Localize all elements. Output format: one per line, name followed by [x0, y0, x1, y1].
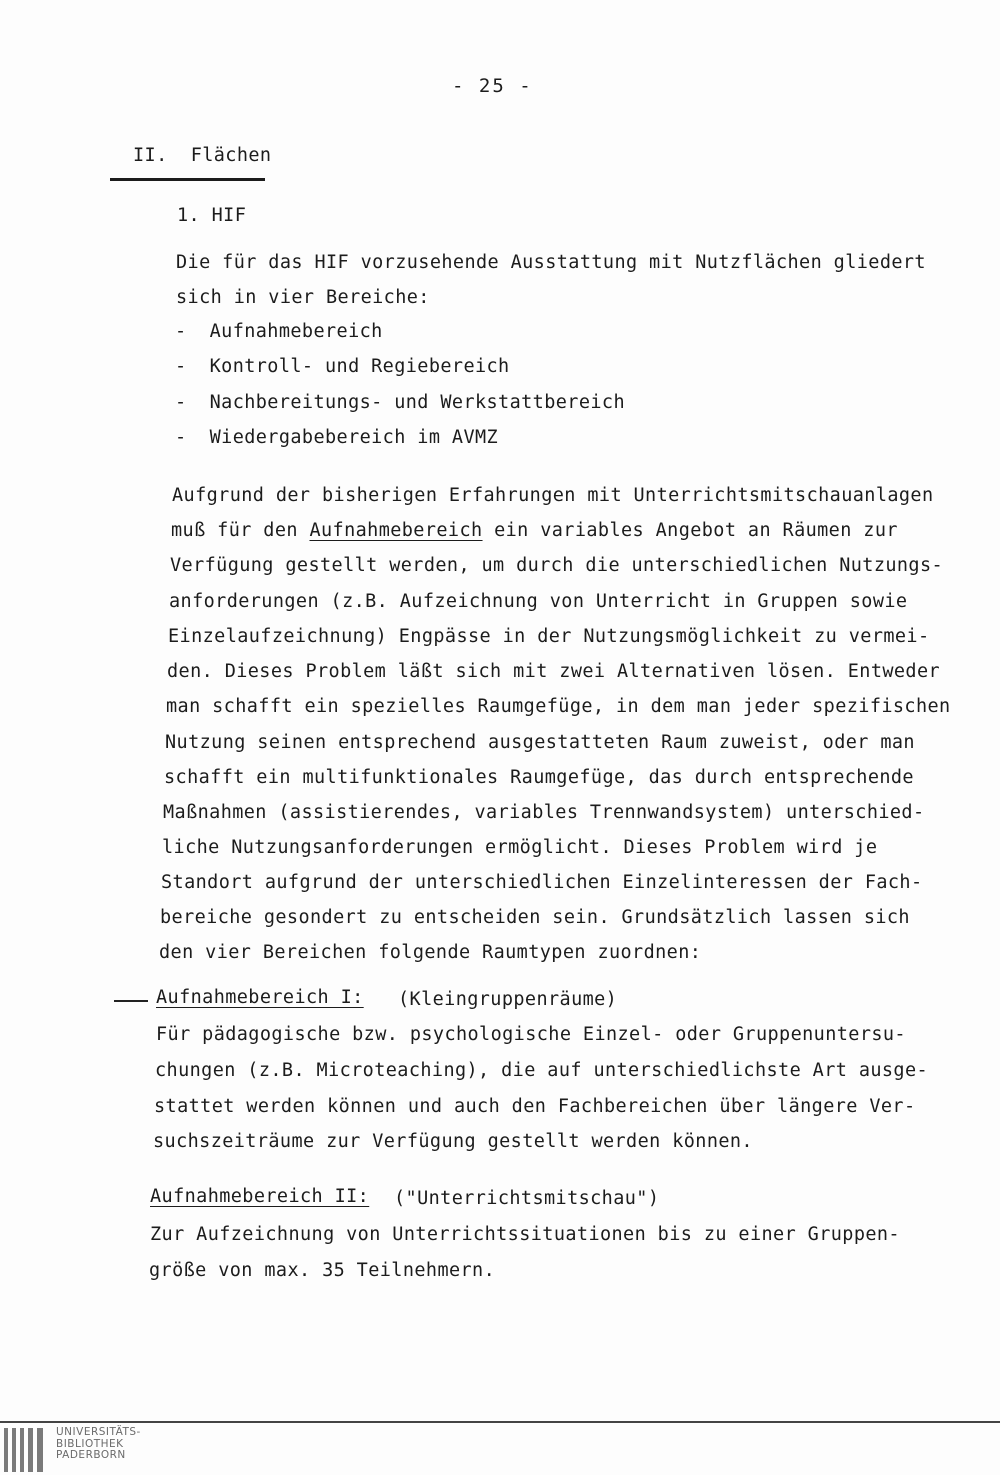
paragraph-line: bereiche gesondert zu entscheiden sein. Grundsätzlich lassen sich: [160, 907, 910, 928]
intro-line: Die für das HIF vorzusehende Ausstattung mit Nutzflächen gliedert: [176, 252, 926, 273]
paragraph-line: liche Nutzungsanforderungen ermöglicht. Dieses Problem wird je: [162, 837, 878, 858]
logo-line: BIBLIOTHEK: [56, 1437, 124, 1450]
library-logo: [0, 1426, 150, 1475]
area-subtitle: ("Unterrichtsmitschau"): [394, 1188, 660, 1209]
paragraph-line: schafft ein multifunktionales Raumgefüge, das durch entsprechende: [164, 767, 914, 788]
paragraph-line: Einzelaufzeichnung) Engpässe in der Nutzungsmöglichkeit zu vermei-: [168, 626, 930, 647]
paragraph-line: den. Dieses Problem läßt sich mit zwei Alternativen lösen. Entweder: [167, 661, 941, 682]
area-line: suchszeiträume zur Verfügung gestellt werden können.: [153, 1131, 753, 1152]
paragraph-text: muß für den: [171, 520, 310, 541]
intro-line: sich in vier Bereiche:: [176, 287, 430, 308]
paragraph-line: [171, 522, 898, 541]
library-logo-icon: [4, 1428, 46, 1472]
list-item: - Kontroll- und Regiebereich: [175, 356, 510, 377]
list-item: - Wiedergabebereich im AVMZ: [175, 427, 499, 448]
list-item: - Nachbereitungs- und Werkstattbereich: [175, 392, 625, 413]
list-item: - Aufnahmebereich: [175, 321, 383, 342]
library-logo-text: [56, 1427, 141, 1462]
footer-rule: [0, 1421, 1000, 1423]
area-heading: Aufnahmebereich II:: [150, 1186, 370, 1207]
paragraph-text: ein variables Angebot an Räumen zur: [482, 520, 898, 541]
area-line: größe von max. 35 Teilnehmern.: [149, 1260, 496, 1281]
area-heading: Aufnahmebereich I:: [156, 987, 364, 1008]
paragraph-line: den vier Bereichen folgende Raumtypen zuordnen:: [159, 942, 702, 963]
paragraph-line: man schafft ein spezielles Raumgefüge, in dem man jeder spezifischen: [166, 696, 951, 717]
paragraph-line: Maßnahmen (assistierendes, variables Trennwandsystem) unterschied-: [163, 802, 925, 823]
section-heading-rule: [110, 178, 265, 181]
paragraph-line: anforderungen (z.B. Aufzeichnung von Unterricht in Gruppen sowie: [169, 591, 908, 612]
area-subtitle: (Kleingruppenräume): [398, 989, 618, 1010]
logo-line: UNIVERSITÄTS-: [56, 1426, 141, 1438]
paragraph-line: Verfügung gestellt werden, um durch die unterschiedlichen Nutzungs-: [170, 555, 944, 576]
area-line: chungen (z.B. Microteaching), die auf unterschiedlichste Art ausge-: [155, 1060, 929, 1081]
paragraph-line: Aufgrund der bisherigen Erfahrungen mit Unterrichtsmitschauanlagen: [172, 485, 934, 506]
section-heading: II. Flächen: [133, 145, 272, 166]
area-line: Zur Aufzeichnung von Unterrichtssituationen bis zu einer Gruppen-: [150, 1224, 900, 1245]
page-number: - 25 -: [452, 75, 533, 97]
margin-mark: [114, 1000, 148, 1002]
paragraph-line: Standort aufgrund der unterschiedlichen Einzelinteressen der Fach-: [161, 872, 923, 893]
logo-line: PADERBORN: [56, 1449, 126, 1461]
area-line: stattet werden können und auch den Fachbereichen über längere Ver-: [154, 1096, 916, 1117]
area-line: Für pädagogische bzw. psychologische Einzel- oder Gruppenuntersu-: [156, 1024, 906, 1045]
subsection-heading: 1. HIF: [177, 205, 247, 226]
paragraph-line: Nutzung seinen entsprechend ausgestatteten Raum zuweist, oder man: [165, 732, 915, 753]
aufnahmebereich-emphasis: Aufnahmebereich: [309, 520, 483, 541]
